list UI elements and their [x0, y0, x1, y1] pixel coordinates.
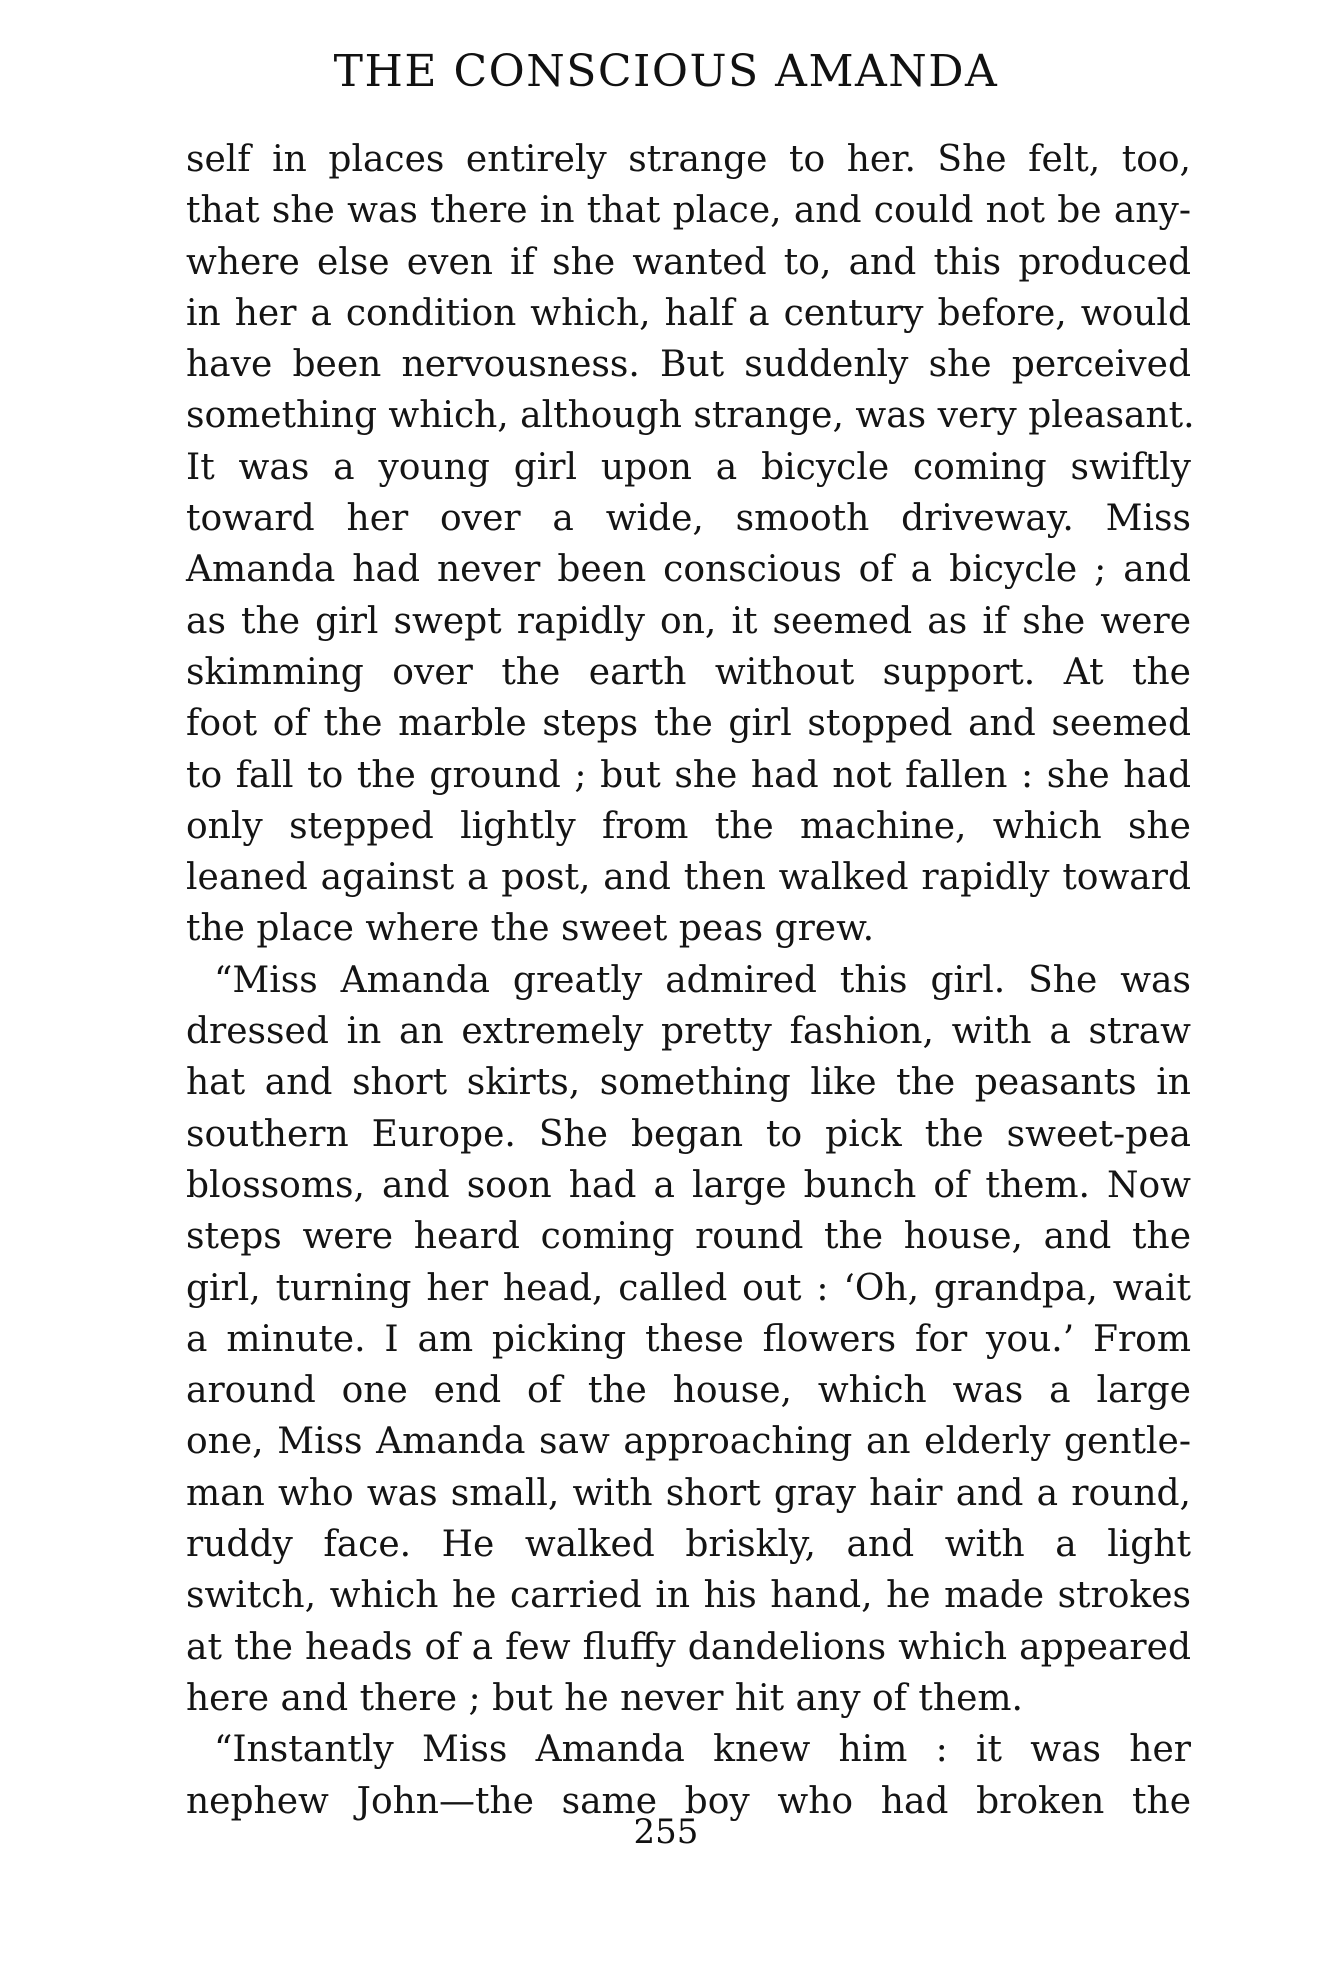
text-line: toward her over a wide, smooth driveway. Miss — [186, 498, 1191, 540]
text-line: something which, although strange, was very pleasant. — [186, 395, 1195, 437]
text-line: girl, turning her head, called out : ‘Oh, grandpa, wait — [186, 1267, 1191, 1309]
text-line: around one end of the house, which was a large — [186, 1370, 1191, 1412]
text-line: leaned against a post, and then walked rapidly toward — [186, 857, 1191, 899]
text-line: switch, which he carried in his hand, he made strokes — [186, 1575, 1191, 1617]
text-line: to fall to the ground ; but she had not fallen : she had — [186, 754, 1191, 796]
text-line: hat and short skirts, something like the peasants in — [186, 1062, 1191, 1104]
paragraph-end-line: here and there ; but he never hit any of them. — [186, 1677, 1023, 1719]
text-line: It was a young girl upon a bicycle coming swiftly — [186, 446, 1191, 488]
text-line: where else even if she wanted to, and this produced — [186, 241, 1191, 283]
running-head: THE CONSCIOUS AMANDA — [333, 46, 999, 97]
text-line: as the girl swept rapidly on, it seemed as if she were — [186, 600, 1191, 642]
text-line: at the heads of a few fluffy dandelions which appeared — [186, 1626, 1191, 1668]
text-line: steps were heard coming round the house, and the — [186, 1216, 1191, 1258]
text-line: self in places entirely strange to her. She felt, too, — [186, 139, 1191, 180]
text-line: foot of the marble steps the girl stopped and seemed — [186, 703, 1191, 745]
text-line: a minute. I am picking these flowers for you.’ From — [186, 1318, 1191, 1360]
text-line: southern Europe. She began to pick the sweet-pea — [186, 1113, 1191, 1155]
text-line: have been nervousness. But suddenly she perceived — [186, 344, 1191, 386]
text-line: only stepped lightly from the machine, which she — [186, 805, 1191, 847]
text-line: one, Miss Amanda saw approaching an elderly gentle- — [186, 1421, 1191, 1463]
text-line: that she was there in that place, and could not be any- — [186, 190, 1191, 232]
body-text — [186, 134, 1195, 1827]
text-line: man who was small, with short gray hair and a round, — [186, 1472, 1191, 1514]
text-line: in her a condition which, half a century before, would — [186, 292, 1191, 334]
text-line: ruddy face. He walked briskly, and with a light — [186, 1524, 1191, 1566]
text-line: dressed in an extremely pretty fashion, with a straw — [186, 1011, 1191, 1053]
paragraph-start-line: “Instantly Miss Amanda knew him : it was her — [214, 1729, 1191, 1771]
text-line: nephew John—the same boy who had broken the — [186, 1780, 1191, 1822]
paragraph-start-line: “Miss Amanda greatly admired this girl. She was — [214, 959, 1191, 1001]
page-number: 255 — [633, 1812, 699, 1852]
paragraph-end-line: the place where the sweet peas grew. — [186, 908, 875, 950]
text-line: skimming over the earth without support. At the — [186, 651, 1191, 693]
text-line: Amanda had never been conscious of a bicycle ; and — [186, 549, 1191, 591]
text-line: blossoms, and soon had a large bunch of them. Now — [186, 1164, 1191, 1206]
